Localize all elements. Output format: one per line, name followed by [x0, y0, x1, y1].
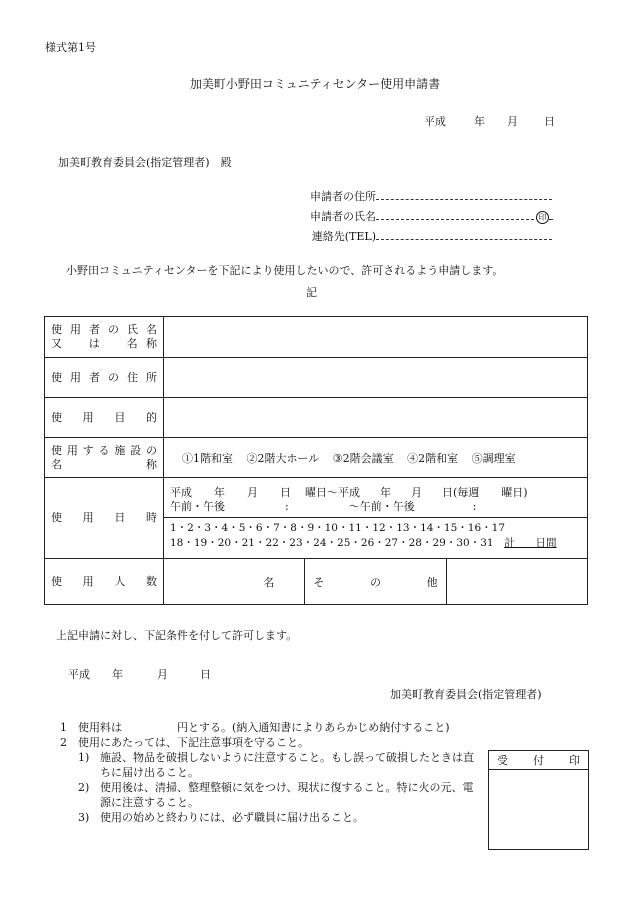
condition-2: 2 使用にあたっては、下記注意事項を守ること。	[60, 736, 309, 749]
days-total[interactable]: 計 日間	[504, 536, 557, 549]
application-date: 平成 年 月 日	[424, 115, 555, 128]
facility-option[interactable]: ①1階和室	[182, 451, 233, 465]
facility-options	[164, 438, 588, 478]
user-name-label: 使 用 者 の 氏 名 又 は 名 称	[45, 317, 164, 358]
page-title: 加美町小野田コミュニティセンター使用申請書	[189, 77, 441, 91]
applicant-address-row	[306, 188, 552, 204]
conditions	[60, 720, 480, 825]
applicant-name-label: 申請者の氏名	[310, 210, 376, 223]
purpose-label: 使 用 目 的	[45, 398, 164, 438]
user-name-field[interactable]	[164, 317, 588, 358]
addressee: 加美町教育委員会(指定管理者) 殿	[58, 156, 232, 169]
condition-2-3: 3) 使用の始めと終わりには、必ず職員に届け出ること。	[78, 811, 364, 824]
other-field[interactable]	[446, 559, 587, 605]
days-selector: 1・2・3・4・5・6・7・8・9・10・11・12・13・14・15・16・17 18・19・20・21・22・23・24・25・26・27・28・29・30・31 計 日間	[170, 521, 557, 549]
facility-option[interactable]: ③2階会議室	[332, 451, 394, 465]
datetime-label: 使 用 日 時	[45, 478, 164, 559]
ki-heading: 記	[306, 286, 317, 299]
applicant-name-field[interactable]	[376, 208, 534, 220]
approval-statement: 上記申請に対し、下記条件を付して許可します。	[56, 629, 298, 642]
other-label: そ の 他	[305, 559, 446, 605]
condition-1: 1 使用料は 円とする。(納入通知書によりあらかじめ納付すること)	[60, 721, 450, 734]
purpose-field[interactable]	[164, 398, 588, 438]
datetime-field[interactable]: 平成 年 月 日 曜日〜平成 年 月 日(毎週 曜日) 午前・午後 : 〜午前・午後 : 1・2・3・4・5・6・7・8・9・10・11・12・13・14・15・16・17 18・19・20・21・22・23・24・25・26・27・28・29・30・31 計 日間	[164, 478, 588, 559]
applicant-name-row	[306, 208, 553, 224]
applicant-contact-label: 連絡先(TEL)	[311, 230, 376, 243]
form-number: 様式第1号	[45, 41, 96, 54]
facility-option[interactable]: ②2階大ホール	[246, 451, 320, 465]
condition-2-1: 1) 施設、物品を破損しないように注意すること。もし誤って破損したときは直ちに届け出ること。	[78, 751, 474, 779]
seal-mark: 印	[536, 211, 549, 224]
facility-label: 使 用 す る 施 設 の 名 称	[45, 438, 164, 478]
applicant-address-field[interactable]	[376, 188, 552, 200]
approval-date: 平成 年 月 日	[68, 668, 211, 681]
facility-option[interactable]: ⑤調理室	[471, 451, 516, 465]
applicant-contact-row	[306, 228, 552, 244]
applicant-address-label: 申請者の住所	[310, 190, 376, 203]
user-address-label: 使 用 者 の 住 所	[45, 358, 164, 398]
condition-2-2: 2) 使用後は、清掃、整理整頓に気をつけ、現状に復すること。特に火の元、電源に注意すること。	[78, 781, 474, 809]
applicant-contact-field[interactable]	[376, 228, 552, 240]
facility-option[interactable]: ④2階和室	[407, 451, 459, 465]
attendees-field[interactable]: 名	[164, 559, 305, 605]
attendees-label: 使 用 人 数	[45, 559, 164, 605]
user-address-field[interactable]	[164, 358, 588, 398]
application-table	[44, 316, 588, 605]
issuer: 加美町教育委員会(指定管理者)	[390, 688, 542, 701]
receipt-stamp-box: 受 付 印	[488, 750, 589, 850]
request-statement: 小野田コミュニティセンターを下記により使用したいので、許可されるよう申請します。	[66, 264, 504, 277]
